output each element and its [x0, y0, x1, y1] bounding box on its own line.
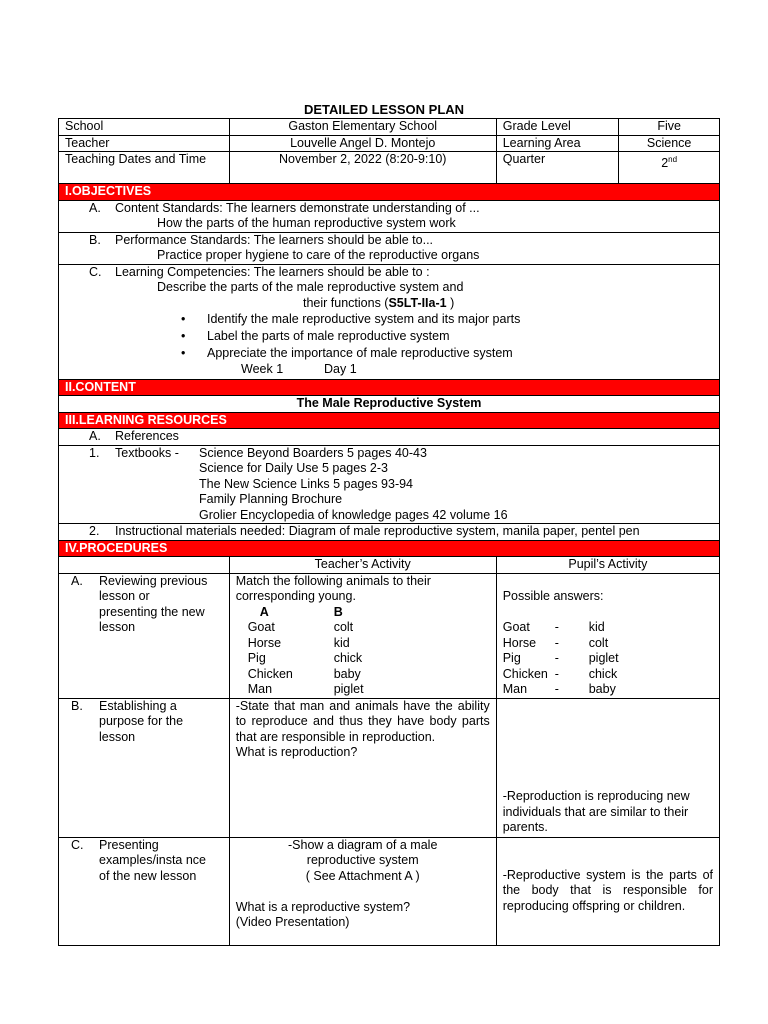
teacher-activity-header: Teacher’s Activity — [229, 557, 496, 574]
pupil-response: -Reproduction is reproducing new individuals that are similar to their parents. — [502, 789, 690, 834]
references-row — [59, 429, 720, 446]
quarter-suffix: nd — [668, 155, 678, 164]
objective-bullet — [65, 311, 713, 328]
procedure-b — [59, 698, 720, 837]
competency-detail-1: Describe the parts of the male reproductive system and — [157, 280, 464, 294]
teacher-row — [59, 135, 720, 152]
learning-competencies-text: Learning Competencies: The learners should be able to : — [115, 264, 430, 279]
match-pair — [236, 667, 490, 683]
match-pair — [236, 636, 490, 652]
teacher-instruction-2: reproductive system — [306, 853, 419, 867]
textbook-item — [65, 461, 713, 477]
answer-pair — [503, 667, 713, 683]
answer-pair — [503, 636, 713, 652]
textbook-item — [65, 446, 713, 462]
quarter-label: Quarter — [496, 152, 619, 184]
content-standards — [59, 200, 720, 232]
school-label: School — [59, 119, 230, 136]
school-value: Gaston Elementary School — [229, 119, 496, 136]
week: Week 1 — [241, 362, 284, 376]
dates-value: November 2, 2022 (8:20-9:10) — [229, 152, 496, 184]
answer-dash: - — [554, 651, 559, 665]
day: Day 1 — [324, 362, 357, 376]
textbook-item — [65, 492, 713, 508]
objectives-heading: I.OBJECTIVES — [59, 184, 720, 201]
young-name: colt — [333, 620, 354, 634]
bullet-icon: • — [181, 346, 186, 360]
answer-young: kid — [588, 620, 605, 634]
teacher-value: Louvelle Angel D. Montejo — [229, 135, 496, 152]
materials-text: Instructional materials needed: Diagram of male reproductive system, manila paper, pentel pen — [115, 524, 640, 538]
dates-label: Teaching Dates and Time — [59, 152, 230, 184]
references-text: References — [115, 429, 179, 443]
textbooks-label: Textbooks - — [115, 445, 179, 460]
bullet-text: Identify the male reproductive system and its major parts — [207, 312, 521, 326]
teacher-instruction-3: ( See Attachment A ) — [305, 868, 420, 883]
textbook-title: Family Planning Brochure — [199, 492, 343, 506]
performance-standards-text: Performance Standards: The learners should be able to... — [115, 232, 434, 247]
pupil-activity-header: Pupil’s Activity — [496, 557, 719, 574]
area-value: Science — [619, 135, 720, 152]
answer-young: piglet — [588, 651, 619, 665]
answer-dash: - — [554, 666, 559, 681]
item-label: B. — [89, 232, 101, 247]
procedure-label: C. — [71, 837, 84, 852]
quarter-value — [619, 152, 720, 184]
procedure-c — [59, 837, 720, 945]
item-label: A. — [89, 200, 101, 215]
answer-animal: Chicken — [502, 666, 548, 681]
young-name: chick — [333, 651, 363, 665]
young-name: baby — [333, 666, 361, 681]
item-label: 1. — [89, 445, 100, 460]
dates-row — [59, 152, 720, 184]
match-pair — [236, 651, 490, 667]
lesson-plan-table — [58, 118, 720, 946]
animal-name: Pig — [247, 651, 266, 665]
textbook-item — [65, 508, 713, 524]
textbook-item — [65, 477, 713, 493]
teacher-question: What is a reproductive system? — [235, 899, 411, 914]
video-note: (Video Presentation) — [235, 915, 350, 929]
textbooks-row — [59, 445, 720, 524]
materials-row — [59, 524, 720, 541]
answer-dash: - — [554, 635, 559, 650]
grade-value: Five — [619, 119, 720, 136]
competency-detail-2: their functions (S5LT-IIa-1 ) — [303, 295, 455, 310]
animal-name: Chicken — [247, 666, 293, 681]
pupil-response: -Reproductive system is the parts of the body that is responsible for reproducing offspring or children. — [502, 867, 713, 913]
teacher-instruction-1: -Show a diagram of a male — [288, 837, 438, 852]
answer-animal: Goat — [502, 620, 530, 634]
animal-name: Goat — [247, 620, 275, 634]
document-title: DETAILED LESSON PLAN — [303, 102, 465, 117]
content-topic: The Male Reproductive System — [59, 396, 720, 413]
possible-answers-label: Possible answers: — [502, 589, 604, 603]
content-heading: II.CONTENT — [59, 379, 720, 396]
animal-name: Horse — [247, 635, 282, 650]
bullet-text: Label the parts of male reproductive system — [207, 329, 450, 343]
procedures-column-headers — [59, 557, 720, 574]
column-b-label: B — [333, 604, 343, 619]
procedure-label: B. — [71, 698, 83, 713]
textbook-title: Science for Daily Use 5 pages 2-3 — [199, 461, 388, 475]
quarter-number: 2 — [661, 156, 669, 171]
animal-name: Man — [247, 682, 273, 696]
procedure-title: Establishing a purpose for the lesson — [99, 698, 184, 744]
answer-young: baby — [588, 682, 616, 696]
performance-standards-detail: Practice proper hygiene to care of the reproductive organs — [157, 248, 480, 262]
textbook-title: The New Science Links 5 pages 93-94 — [199, 476, 414, 491]
learning-competencies — [59, 264, 720, 379]
grade-label: Grade Level — [496, 119, 619, 136]
answer-young: colt — [588, 635, 609, 650]
answer-animal: Pig — [502, 651, 521, 665]
bullet-text: Appreciate the importance of male reproductive system — [207, 346, 513, 360]
resources-heading: III.LEARNING RESOURCES — [59, 412, 720, 429]
answer-pair — [503, 682, 713, 698]
procedures-heading: IV.PROCEDURES — [59, 540, 720, 557]
performance-standards — [59, 232, 720, 264]
procedure-a — [59, 573, 720, 698]
match-pair — [236, 620, 490, 636]
teacher-label: Teacher — [59, 135, 230, 152]
item-label: C. — [89, 264, 102, 279]
answer-dash: - — [554, 682, 559, 696]
item-label: 2. — [89, 524, 100, 538]
young-name: piglet — [333, 682, 364, 696]
competency-code: S5LT-IIa-1 — [388, 295, 447, 310]
area-label: Learning Area — [496, 135, 619, 152]
procedure-title: Reviewing previous lesson or presenting the new lesson — [99, 573, 208, 634]
textbook-title: Grolier Encyclopedia of knowledge pages 42 volume 16 — [199, 507, 508, 522]
answer-dash: - — [554, 620, 559, 634]
answer-pair — [503, 651, 713, 667]
answer-animal: Horse — [502, 635, 537, 650]
objective-bullet — [65, 328, 713, 345]
young-name: kid — [333, 635, 350, 650]
teacher-question: What is reproduction? — [235, 745, 358, 759]
item-label: A. — [89, 429, 101, 443]
textbook-title: Science Beyond Boarders 5 pages 40-43 — [199, 445, 427, 460]
week-day — [65, 362, 713, 378]
match-instruction: Match the following animals to their corresponding young. — [235, 573, 431, 603]
objective-bullet — [65, 345, 713, 362]
answer-animal: Man — [502, 682, 528, 696]
answer-pair — [503, 620, 713, 636]
content-standards-text: Content Standards: The learners demonstrate understanding of ... — [115, 200, 480, 215]
answer-young: chick — [588, 666, 618, 681]
column-a-label: A — [259, 604, 269, 619]
procedure-label: A. — [71, 573, 83, 588]
procedure-title: Presenting examples/insta nce of the new lesson — [99, 837, 207, 883]
match-pair — [236, 682, 490, 698]
bullet-icon: • — [181, 329, 186, 343]
bullet-icon: • — [181, 312, 186, 326]
school-row — [59, 119, 720, 136]
teacher-statement: -State that man and animals have the ability to reproduce and thus they have body parts that are responsible in reproduction. — [235, 698, 490, 744]
content-standards-detail: How the parts of the human reproductive system work — [157, 216, 456, 230]
